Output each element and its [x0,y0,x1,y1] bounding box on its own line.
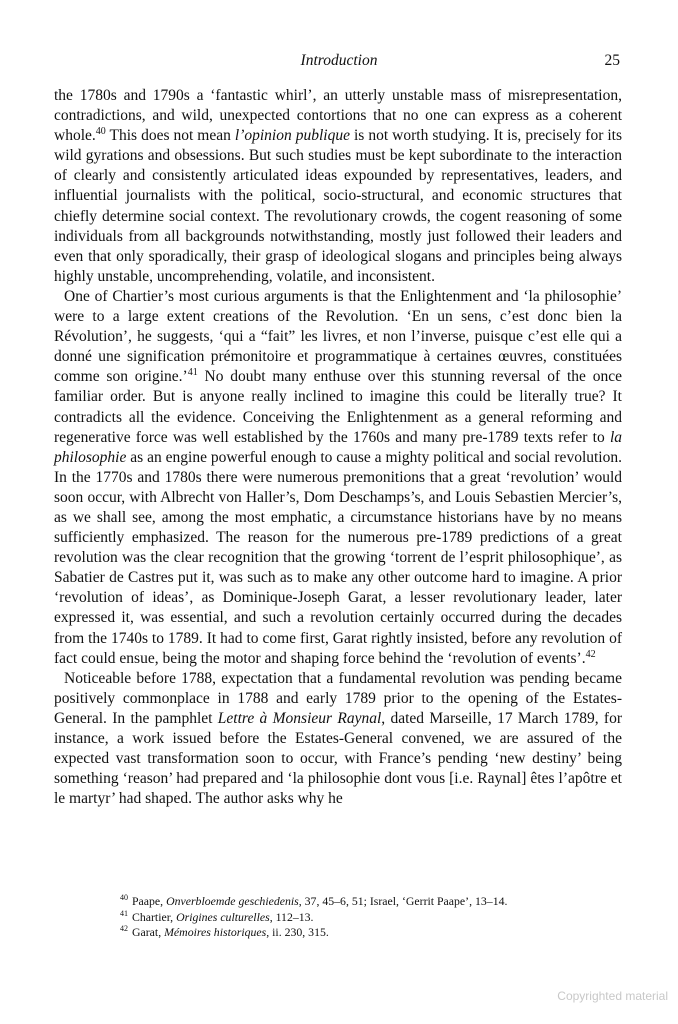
footnote-marker: 42 [585,648,596,660]
italic-text: Origines culturelles [176,909,270,924]
footnote-marker: 41 [120,908,128,918]
text-run: , dated Marseille, 17 March 1789, for instance, a work issued before the Estates-General convened, we are assured of the expected vast transformation soon to occur, with France’s pending ‘new destiny’ being something ‘reason’ had prepared and ‘la philosophie dont vous [i.e. Raynal] êtes l’apôtre et le martyr’ had shaped. The author asks why he [54,709,622,808]
page-number: 25 [604,52,620,69]
italic-text: Lettre à Monsieur Raynal [217,709,382,727]
italic-text: Mémoires historiques [164,925,267,939]
paragraph [54,287,622,669]
footnote-marker: 40 [95,126,106,138]
running-title: Introduction [300,52,378,69]
text-run: This does not mean [105,127,235,145]
italic-text: la philosophie [54,428,622,466]
text-run: No doubt many enthuse over this stunning reversal of the once familiar order. But is anyone really inclined to imagine this could be literally true? It contradicts all the evidence. Conceiving the Enlightenment as a general reforming and regenerative force was well established by the 1760s and many pre-1789 texts refer to [54,368,622,446]
text-run: is not worth studying. It is, precisely for its wild gyrations and obsessions. But such studies must be kept subordinate to the interaction of clearly and consistently articulated ideas expounded by representatives, leaders, and influential journalists with the political, socio-structural, and economic structures that chiefly determine social context. The revolutionary crowds, the cogent reasoning of some individuals from all backgrounds notwithstanding, mostly just followed their leaders and even that only sporadically, their grasp of ideological slogans and principles being always highly unstable, uncomprehending, volatile, and inconsistent. [54,127,623,285]
text-run: , ii. 230, 315. [266,925,329,939]
text-run: One of Chartier’s most curious arguments is that the Enlightenment and ‘la philosophie’ were to a large extent creations of the Revolution. ‘En un sens, c’est donc bien la Révolution’, he suggests, ‘qui a “fait” les livres, et non l’inverse, puisque c’est elle qui a donné une signification prémonitoire et programmatique à certaines œuvres, constituées comme son origine.’ [54,287,622,386]
page-header [0,52,678,72]
text-run: Garat, [132,925,165,939]
footnote [120,894,620,910]
footnote [120,925,620,941]
footnote [120,910,620,926]
paragraph [54,86,622,287]
italic-text: Onverbloemde geschiedenis [166,894,299,908]
body-text [54,86,622,809]
text-run: , 37, 45–6, 51; Israel, ‘Gerrit Paape’, 13–14. [298,894,508,908]
footnotes [120,894,620,941]
text-run: Noticeable before 1788, expectation that a fundamental revolution was pending became positively commonplace in 1788 and early 1789 prior to the opening of the Estates-General. In the pamphlet [54,669,622,727]
text-run: , 112–13. [269,909,314,924]
text-run: as an engine powerful enough to cause a mighty political and social revolution. In the 1770s and 1780s there were numerous premonitions that a great ‘revolution’ would soon occur, with Albrecht von Haller’s, Dom Deschamps’s, and Louis Sebastien Mercier’s, as we shall see, among the most emphatic, a circumstance historians have by no means sufficiently emphasized. The reason for the numerous pre-1789 predictions of a great revolution was the clear recognition that the growing ‘torrent de l’esprit philosophique’, as Sabatier de Castres put it, was such as to make any other outcome hard to imagine. A prior ‘revolution of ideas’, as Dominique-Joseph Garat, a lesser revolutionary leader, later expressed it, was essential, and such a revolution certainly occurred during the decades from the 1740s to 1789. It had to come first, Garat rightly insisted, before any revolution of fact could ensue, being the motor and shaping force behind the ‘revolution of events’. [54,448,622,667]
italic-text: l’opinion publique [234,127,350,145]
footnote-marker: 41 [187,367,198,379]
copyright-watermark: Copyrighted material [557,989,668,1003]
paragraph [54,669,622,810]
text-run: Paape, [132,894,167,908]
text-run: the 1780s and 1790s a ‘fantastic whirl’, an utterly unstable mass of misrepresentation, contradictions, and wild, unexpected contortions that no one can express as a coherent whole. [54,87,622,145]
text-run: Chartier, [132,909,177,924]
footnote-marker: 40 [120,893,128,903]
footnote-marker: 42 [120,924,128,934]
